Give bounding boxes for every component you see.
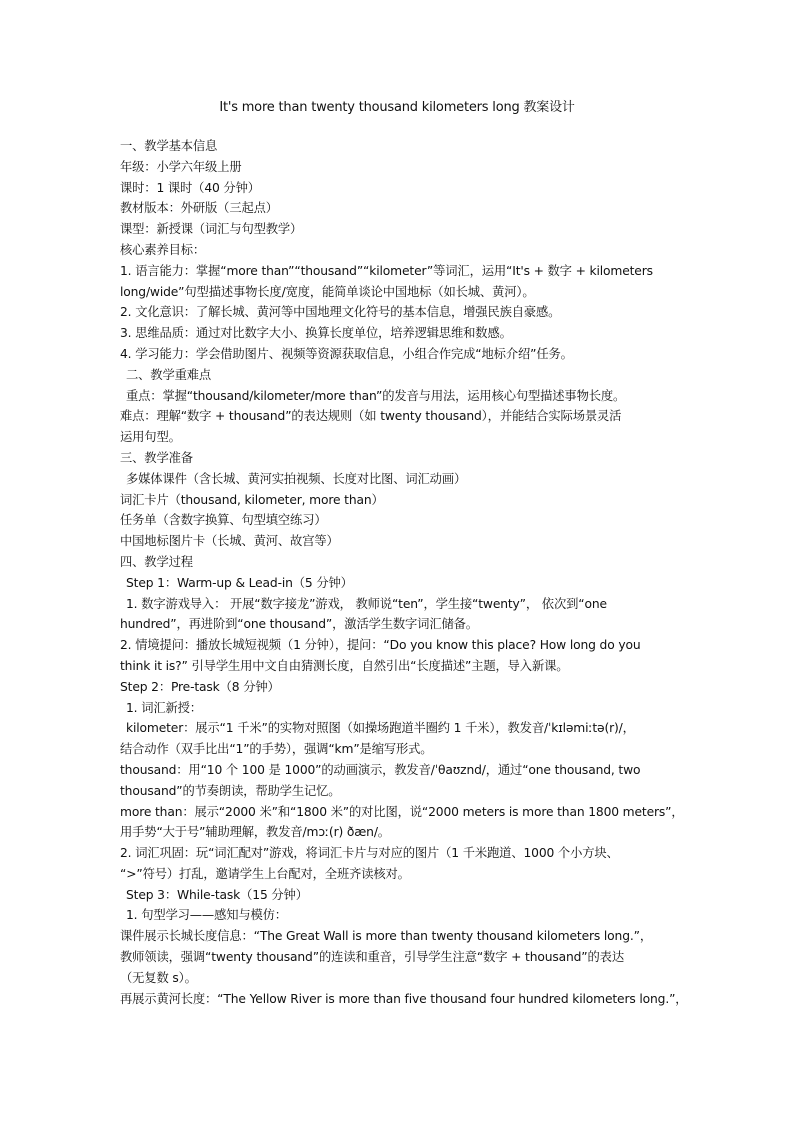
text-line: 1. 句型学习——感知与模仿： <box>126 908 287 923</box>
text-line: 词汇卡片（thousand, kilometer, more than） <box>120 492 384 507</box>
text-line: 1. 词汇新授： <box>126 700 202 715</box>
text-line: 1. 语言能力：掌握“more than”“thousand”“kilometer”等词汇，运用“It's + 数字 + kilometers <box>120 263 653 278</box>
text-line: 年级：小学六年级上册 <box>120 159 242 174</box>
text-line: thousand：用“10 个 100 是 1000”的动画演示，教发音/ˈθaʊznd/，通过“one thousand, two <box>120 762 641 777</box>
text-line: （无复数 s）。 <box>120 970 197 985</box>
text-line: long/wide”句型描述事物长度/宽度，能简单谈论中国地标（如长城、黄河）。 <box>120 284 535 299</box>
text-line: 多媒体课件（含长城、黄河实拍视频、长度对比图、词汇动画） <box>126 471 467 486</box>
section-heading: 二、教学重难点 <box>126 367 212 382</box>
text-line: 2. 文化意识：了解长城、黄河等中国地理文化符号的基本信息，增强民族自豪感。 <box>120 305 561 320</box>
text-line: 核心素养目标： <box>120 242 206 257</box>
text-line: 4. 学习能力：学会借助图片、视频等资源获取信息，小组合作完成“地标介绍”任务。 <box>120 346 573 361</box>
text-line: 一、教学基本信息 <box>120 139 218 153</box>
document-title: It's more than twenty thousand kilometers long 教案设计 <box>219 100 575 115</box>
text-line: 难点：理解“数字 + thousand”的表达规则（如 twenty thousand），并能结合实际场景灵活 <box>120 409 622 424</box>
text-line: 2. 词汇巩固：玩“词汇配对”游戏，将词汇卡片与对应的图片（1 千米跑道、1000 个小方块、 <box>120 846 619 861</box>
text-line: 用手势“大于号”辅助理解，教发音/mɔː(r) ðæn/。 <box>120 825 390 840</box>
text-line: 结合动作（双手比出“1”的手势），强调“km”是缩写形式。 <box>120 742 433 757</box>
text-line: 中国地标图片卡（长城、黄河、故宫等） <box>120 534 339 549</box>
text-line: more than：展示“2000 米”和“1800 米”的对比图，说“2000 meters is more than 1800 meters”， <box>120 804 684 819</box>
text-line: 2. 情境提问：播放长城短视频（1 分钟），提问：“Do you know this place? How long do you <box>120 638 641 653</box>
section-heading: 四、教学过程 <box>120 554 193 569</box>
text-line: 再展示黄河长度：“The Yellow River is more than five thousand four hundred kilometers long.”， <box>120 991 688 1006</box>
text-line: 3. 思维品质：通过对比数字大小、换算长度单位，培养逻辑思维和数感。 <box>120 326 512 341</box>
text-line: 教材版本：外研版（三起点） <box>120 201 278 216</box>
text-line: thousand”的节奏朗读，帮助学生记忆。 <box>120 783 341 798</box>
text-line: 重点：掌握“thousand/kilometer/more than”的发音与用法，运用核心句型描述事物长度。 <box>126 388 626 403</box>
text-line: 任务单（含数字换算、句型填空练习） <box>120 513 327 528</box>
document-body <box>120 136 688 1009</box>
step-heading: Step 2：Pre-task（8 分钟） <box>120 679 280 694</box>
text-line: kilometer：展示“1 千米”的实物对照图（如操场跑道半圈约 1 千米），教发音/ˈkɪləmiːtə(r)/， <box>126 721 635 736</box>
text-line: 教师领读，强调“twenty thousand”的连读和重音，引导学生注意“数字 + thousand”的表达 <box>120 950 624 965</box>
step-heading: Step 3：While-task（15 分钟） <box>126 887 308 902</box>
text-line: hundred”，再进阶到“one thousand”，激活学生数字词汇储备。 <box>120 617 478 632</box>
text-line: 运用句型。 <box>120 430 181 445</box>
text-line: 课件展示长城长度信息：“The Great Wall is more than twenty thousand kilometers long.”， <box>120 929 652 944</box>
text-line: “>”符号）打乱，邀请学生上台配对，全班齐读核对。 <box>120 866 410 881</box>
step-heading: Step 1：Warm-up & Lead-in（5 分钟） <box>126 575 353 590</box>
text-line: 1. 数字游戏导入： 开展“数字接龙”游戏， 教师说“ten”，学生接“twenty”， 依次到“one <box>126 596 607 611</box>
text-line: 课时：1 课时（40 分钟） <box>120 180 260 195</box>
text-line: think it is?” 引导学生用中文自由猜测长度，自然引出“长度描述”主题，导入新课。 <box>120 658 569 673</box>
section-heading: 三、教学准备 <box>120 450 193 465</box>
text-line: 课型：新授课（词汇与句型教学） <box>120 222 303 237</box>
